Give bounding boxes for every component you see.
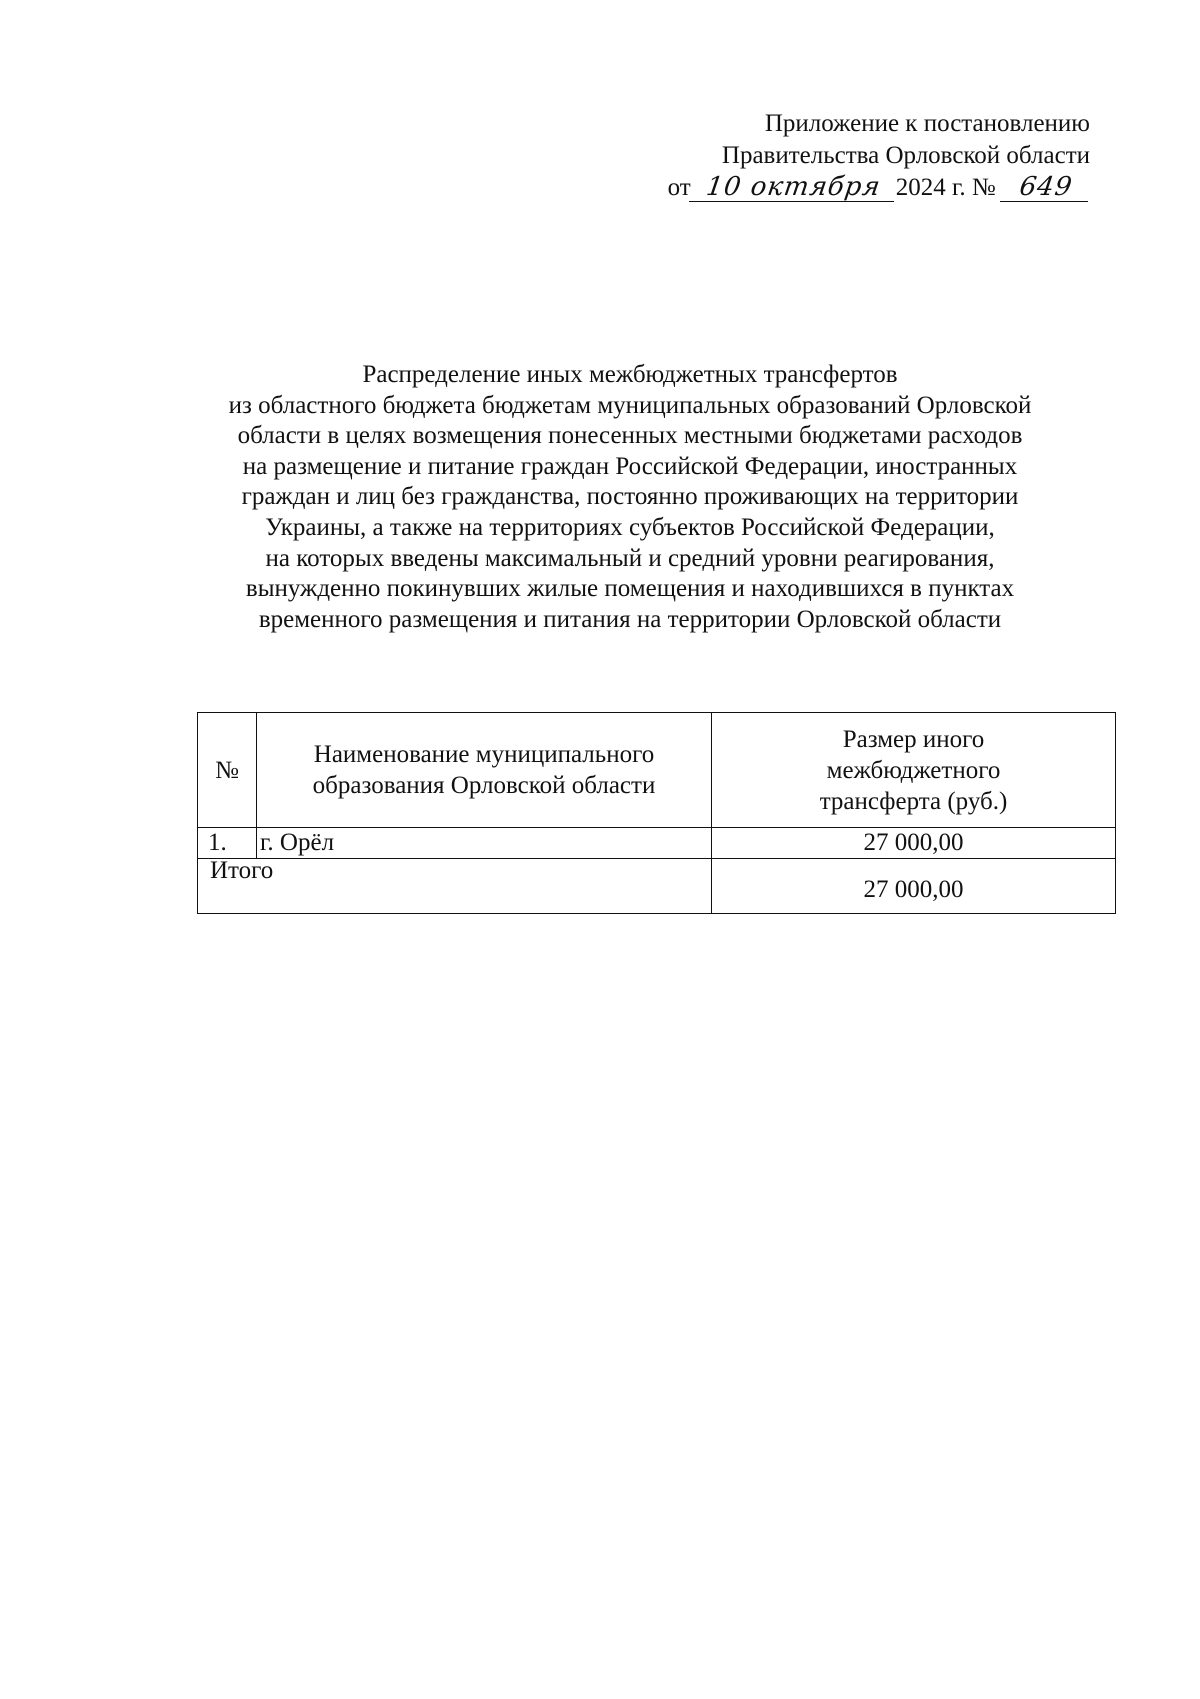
table-header-row [198,713,1116,828]
title-line: Распределение иных межбюджетных трансфертов [362,361,898,388]
header-amount [712,713,1116,828]
title-line: на размещение и питание граждан Российской Федерации, иностранных [242,452,1018,480]
header-amount-line: межбюджетного [826,756,1001,784]
row-amount: 27 000,00 [712,828,1116,859]
header-municipality-line: образования Орловской области [312,772,656,799]
appendix-line-2: Правительства Орловской области [721,142,1090,169]
date-prefix: от [667,174,691,201]
title-line: граждан и лиц без гражданства, постоянно проживающих на территории [241,483,1019,511]
document-title [170,360,1090,635]
year-and-number-label: 2024 г. № [895,174,996,201]
title-line: из областного бюджета бюджетам муниципальных образований Орловской [228,391,1032,419]
title-line: области в целях возмещения понесенных местными бюджетами расходов [237,422,1023,450]
header-amount-line: трансферта (руб.) [819,787,1008,815]
total-amount: 27 000,00 [712,859,1116,914]
title-line: на которых введены максимальный и средний уровни реагирования, [265,544,995,572]
total-label: Итого [198,859,712,914]
distribution-table [197,712,1116,914]
header-municipality [257,713,712,828]
title-line: Украины, а также на территориях субъектов Российской Федерации, [265,513,995,541]
header-amount-line: Размер иного [842,725,985,753]
title-line: вынужденно покинувших жилые помещения и находившихся в пунктах [245,575,1015,603]
appendix-line-1: Приложение к постановлению [764,110,1090,137]
header-municipality-line: Наименование муниципального [313,741,655,768]
row-number: 1. [198,828,257,859]
handwritten-number: 649 [1000,173,1092,202]
title-line: временного размещения и питания на территории Орловской области [258,605,1002,633]
appendix-header [610,108,1090,204]
header-number: № [198,713,257,828]
handwritten-date: 10 октября [689,173,898,202]
appendix-date-line [610,172,1090,204]
row-municipality: г. Орёл [257,828,712,859]
table-total-row [198,859,1116,914]
table-row [198,828,1116,859]
